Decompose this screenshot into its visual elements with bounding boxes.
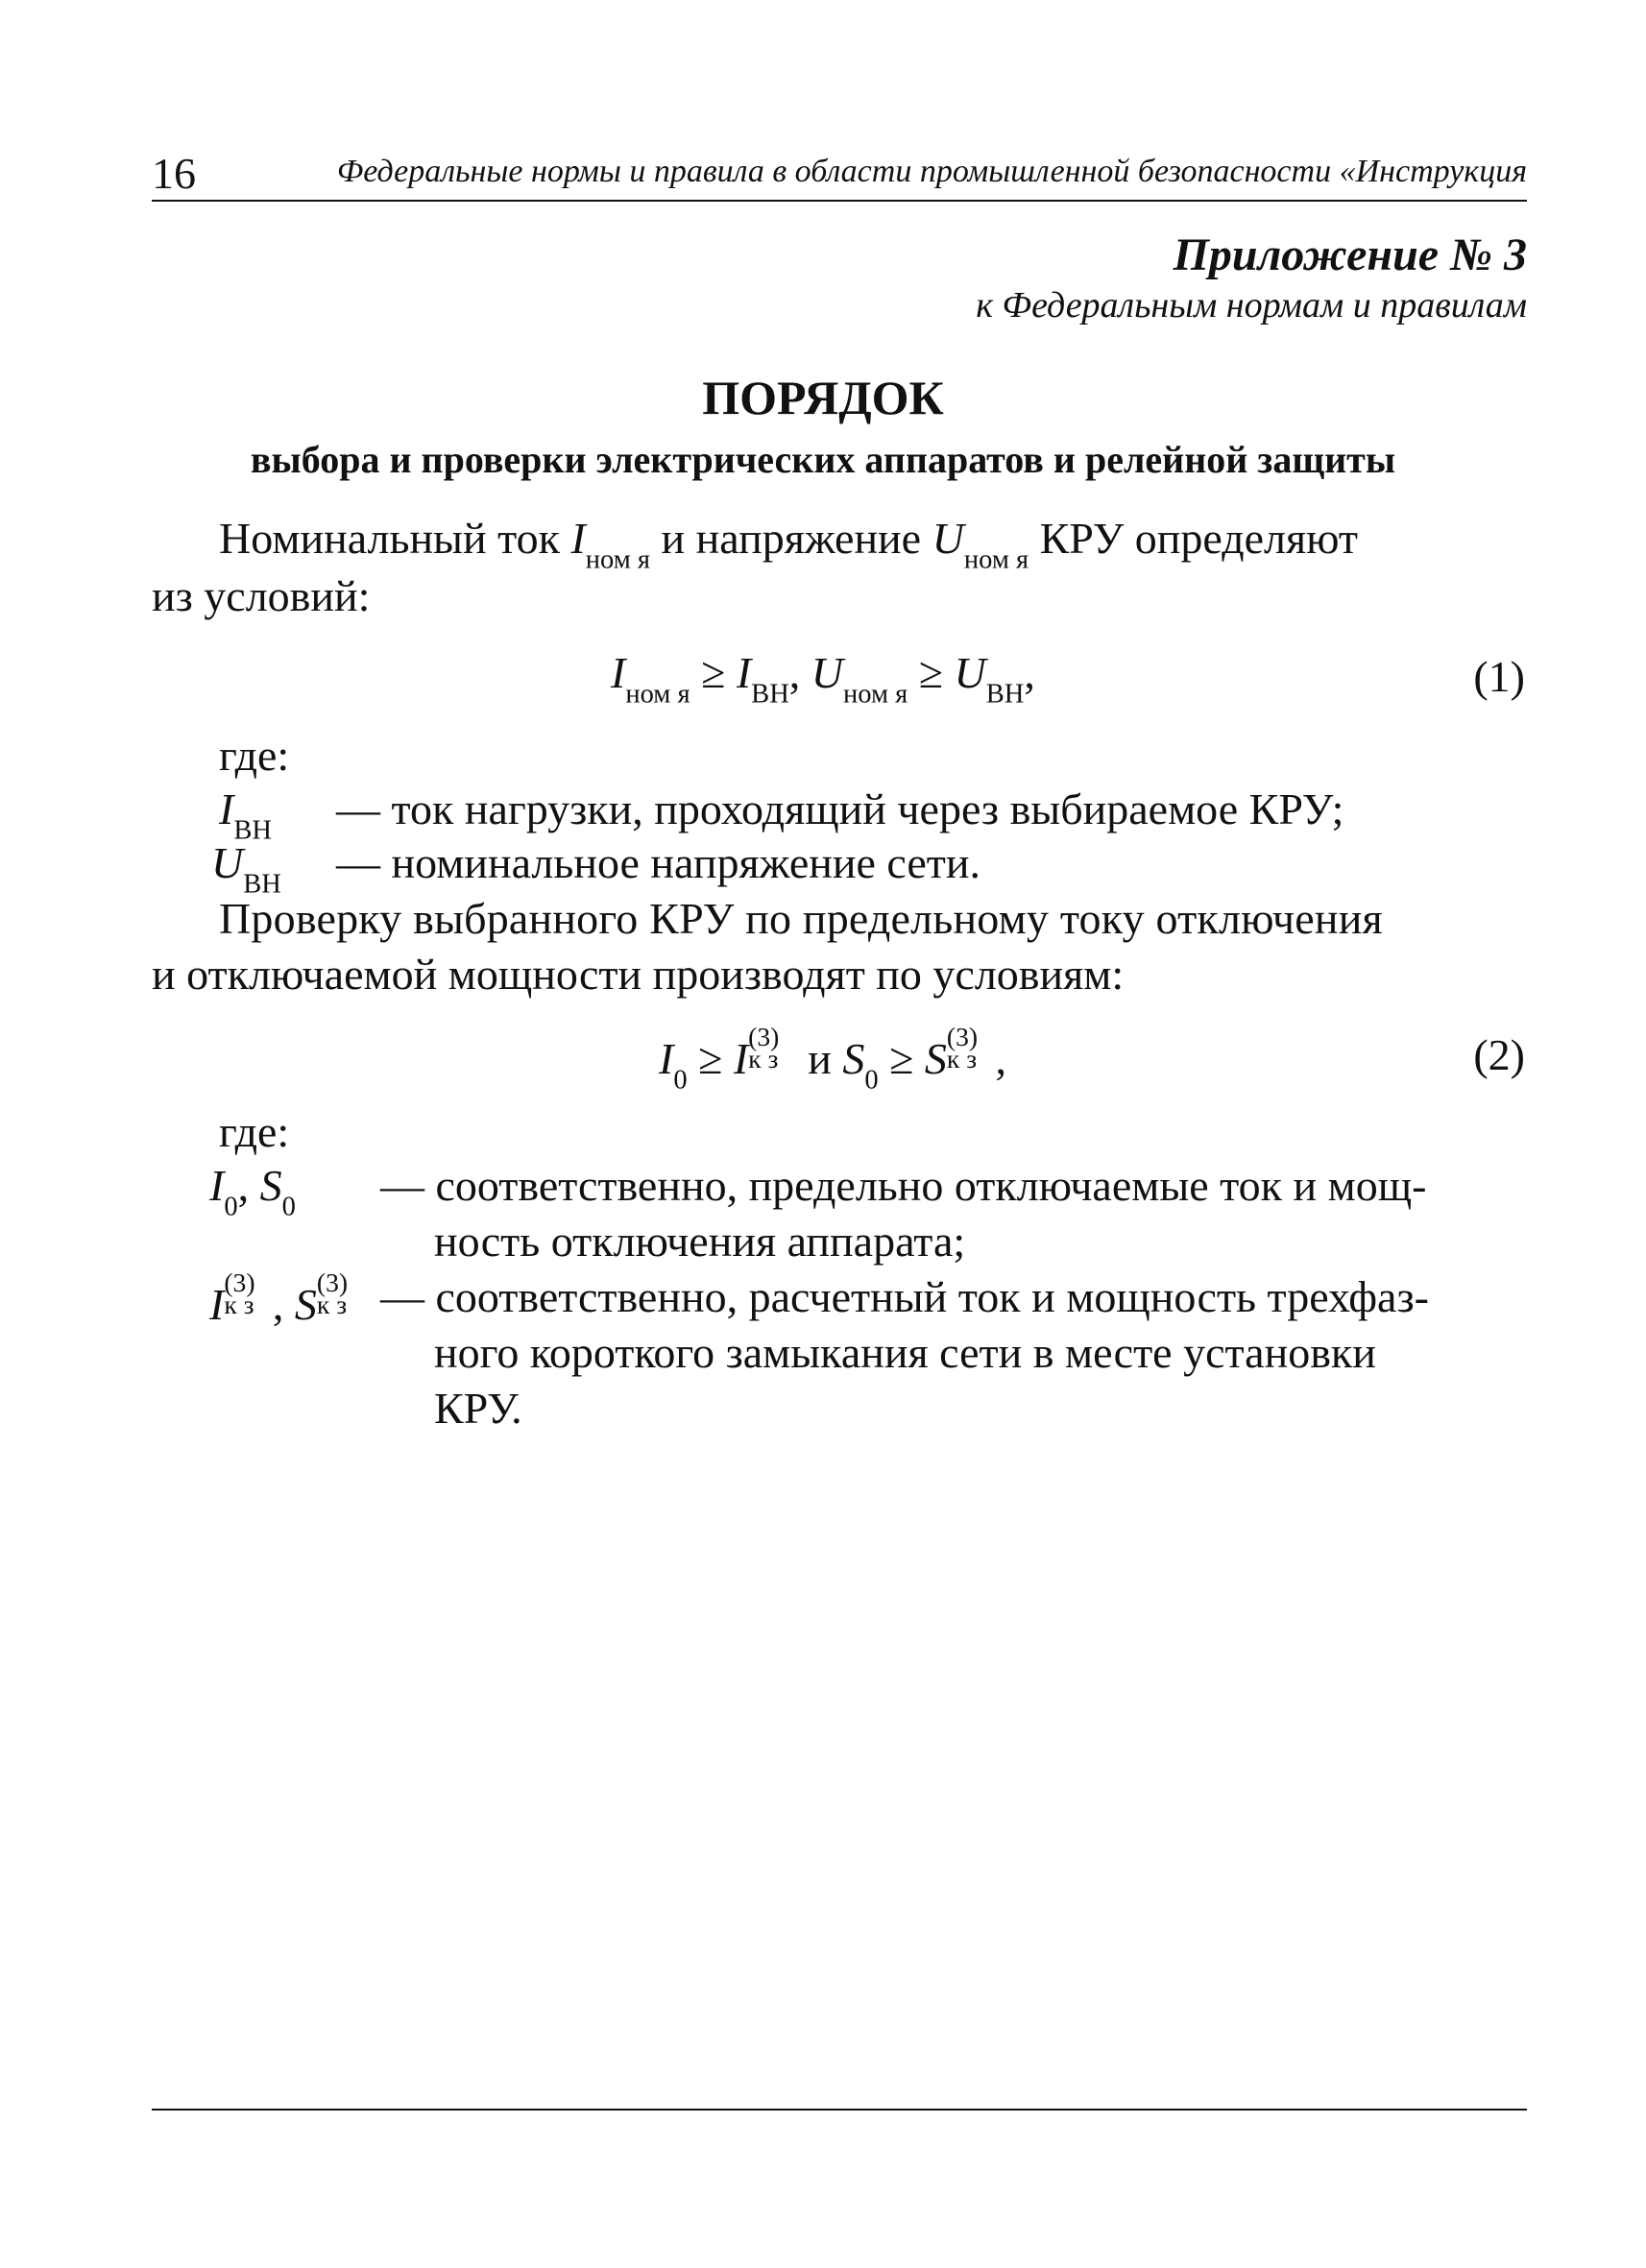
- where-2-item-2-line-3: КРУ.: [434, 1384, 522, 1433]
- page-number: 16: [152, 149, 196, 198]
- document-subtitle: выбора и проверки электрических аппаратов и релейной защиты: [250, 438, 1396, 481]
- where-2-item-2-line-2: ного короткого замыкания сети в месте установки: [434, 1328, 1376, 1377]
- paragraph-2-line-1: Проверку выбранного КРУ по предельному току отключения: [219, 894, 1383, 943]
- formula-1-number: (1): [1473, 652, 1525, 701]
- where-2-item-1-line-2: ность отключения аппарата;: [434, 1217, 966, 1266]
- appendix-title: Приложение № 3: [1173, 229, 1527, 280]
- footer-rule: [152, 2109, 1527, 2111]
- where-1-item-1-symbol: $I_{ВН}$: [219, 784, 272, 846]
- document-title: ПОРЯДОК: [702, 371, 944, 424]
- where-2-item-1-line-1: — соответственно, предельно отключаемые ток и мощ-: [380, 1161, 1427, 1210]
- where-label-1: где:: [219, 731, 290, 780]
- formula-2: $I_0 \ge I$ (3) к з и $S_0 \ge S$ (3) к з ,: [659, 1021, 1006, 1096]
- where-1-item-2-symbol: $U_{ВН}$: [211, 838, 281, 900]
- page-header: [152, 144, 1527, 202]
- where-2-item-2-symbols: I (3) к з , S (3) к з: [209, 1267, 349, 1329]
- paragraph-2-line-2: и отключаемой мощности производят по условиям:: [152, 950, 1125, 999]
- formula-1: $I_{ном я} \ge I_{ВН}$, $U_{ном я} \ge U_{ВН}$,: [611, 648, 1035, 710]
- paragraph-1-line-2: из условий:: [152, 571, 371, 620]
- where-label-2: где:: [219, 1107, 290, 1156]
- where-1-item-1-text: — ток нагрузки, проходящий через выбираемое КРУ;: [336, 784, 1344, 833]
- where-2-item-1-symbols: $I_0$, $S_0$: [209, 1161, 296, 1222]
- formula-2-number: (2): [1473, 1030, 1525, 1079]
- where-1-item-2-text: — номинальное напряжение сети.: [336, 838, 980, 887]
- appendix-subtitle: к Федеральным нормам и правилам: [976, 285, 1527, 326]
- paragraph-1-line-1: Номинальный ток $I_{ном я}$ и напряжение $U_{ном я}$ КРУ определяют: [219, 514, 1359, 575]
- where-2-item-2-line-1: — соответственно, расчетный ток и мощность трехфаз-: [380, 1272, 1429, 1321]
- running-title: Федеральные нормы и правила в области промышленной безопасности «Инструкция: [336, 154, 1527, 189]
